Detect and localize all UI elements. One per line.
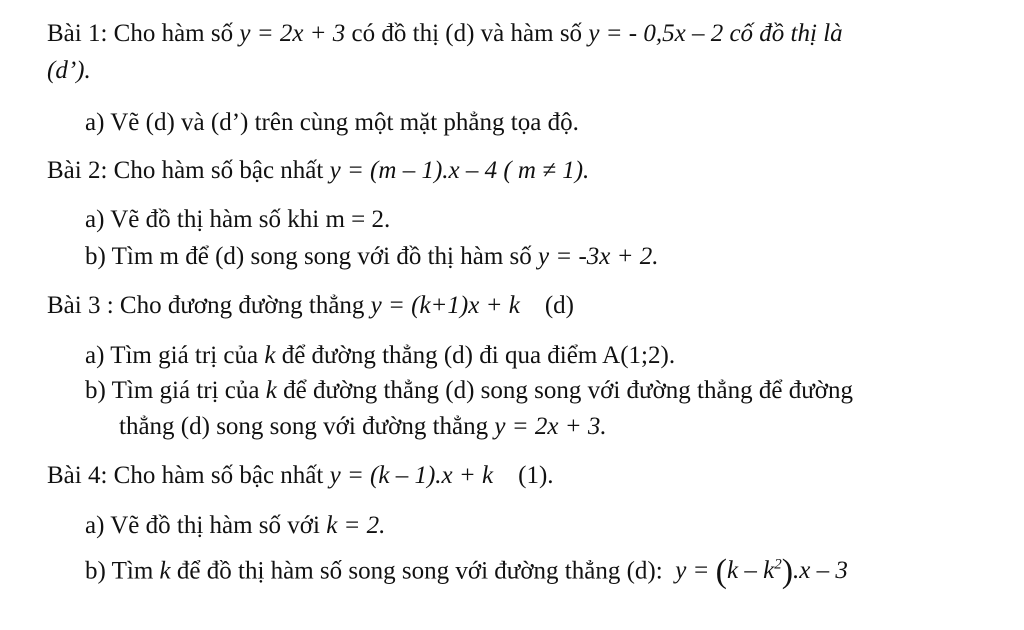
problem-4-part-a: [85, 511, 385, 541]
problem-2-stem: [47, 156, 589, 186]
problem-1-equation-2: y = - 0,5x – 2 cố đồ thị là: [588, 20, 843, 47]
problem-4-part-a-text: a) Vẽ đồ thị hàm số với: [85, 512, 327, 539]
problem-3-part-a-variable: k: [264, 342, 276, 369]
equation-lhs: y =: [675, 557, 716, 585]
problem-3-part-b-equation: y = 2x + 3.: [494, 413, 607, 440]
problem-1-stem: [47, 19, 843, 49]
problem-3-part-b-post: để đường thẳng (d) song song với đường thẳng để đường: [276, 377, 853, 404]
problem-1-part-a: a) Vẽ (d) và (d’) trên cùng một mặt phẳng tọa độ.: [85, 109, 579, 136]
problem-3-part-b-continued: [119, 412, 607, 442]
problem-1-stem-middle: có đồ thị (d) và hàm số: [345, 20, 589, 47]
problem-4-equation-number: (1).: [493, 462, 554, 489]
problem-2-part-a: a) Vẽ đồ thị hàm số khi m = 2.: [85, 206, 391, 233]
problem-4-part-a-equation: k = 2.: [326, 512, 386, 539]
problem-4-label: Bài 4: Cho hàm số bậc nhất: [47, 462, 330, 489]
problem-3-part-a-post: để đường thẳng (d) đi qua điểm A(1;2).: [275, 342, 676, 369]
problem-2-label: Bài 2: Cho hàm số bậc nhất: [47, 157, 330, 184]
exponent: 2: [774, 557, 782, 573]
problem-3-stem: [47, 291, 574, 321]
problem-4-equation: y = (k – 1).x + k: [329, 462, 494, 489]
equation-coefficient: k – k: [727, 557, 775, 585]
problem-3-part-b-cont-text: thẳng (d) song song với đường thẳng: [119, 413, 495, 440]
problem-4-part-b-post: để đồ thị hàm số song song với đường thẳng (d):: [170, 557, 676, 585]
problem-2-part-b: [85, 242, 659, 272]
problem-4-part-b-variable: k: [159, 557, 171, 585]
problem-4-part-b-pre: b) Tìm: [85, 557, 160, 585]
problem-4-part-b: [85, 550, 848, 591]
problem-3-part-a-pre: a) Tìm giá trị của: [85, 342, 265, 369]
problem-3-line-name: (d): [519, 292, 574, 319]
problem-1-label: Bài 1: Cho hàm số: [47, 20, 240, 47]
problem-2-equation: y = (m – 1).x – 4 ( m ≠ 1).: [329, 157, 590, 184]
problem-3-part-b-variable: k: [265, 377, 277, 404]
problem-3-part-b: [85, 376, 853, 406]
problem-3-part-a: [85, 341, 675, 371]
equation-tail: .x – 3: [793, 557, 848, 585]
problem-4-stem: [47, 461, 554, 491]
left-paren: (: [715, 553, 727, 591]
problem-1-equation-1: y = 2x + 3: [239, 20, 346, 47]
problem-2-part-b-text: b) Tìm m để (d) song song với đồ thị hàm số: [85, 243, 539, 270]
right-paren: ): [781, 553, 794, 591]
problem-1-stem-continued: (d’).: [47, 57, 91, 84]
problem-2-part-b-equation: y = -3x + 2.: [538, 243, 659, 270]
problem-3-equation: y = (k+1)x + k: [370, 292, 520, 319]
problem-3-part-b-pre: b) Tìm giá trị của: [85, 377, 266, 404]
problem-4-part-b-equation: [675, 553, 848, 591]
problem-3-label: Bài 3 : Cho đương đường thẳng: [47, 292, 371, 319]
